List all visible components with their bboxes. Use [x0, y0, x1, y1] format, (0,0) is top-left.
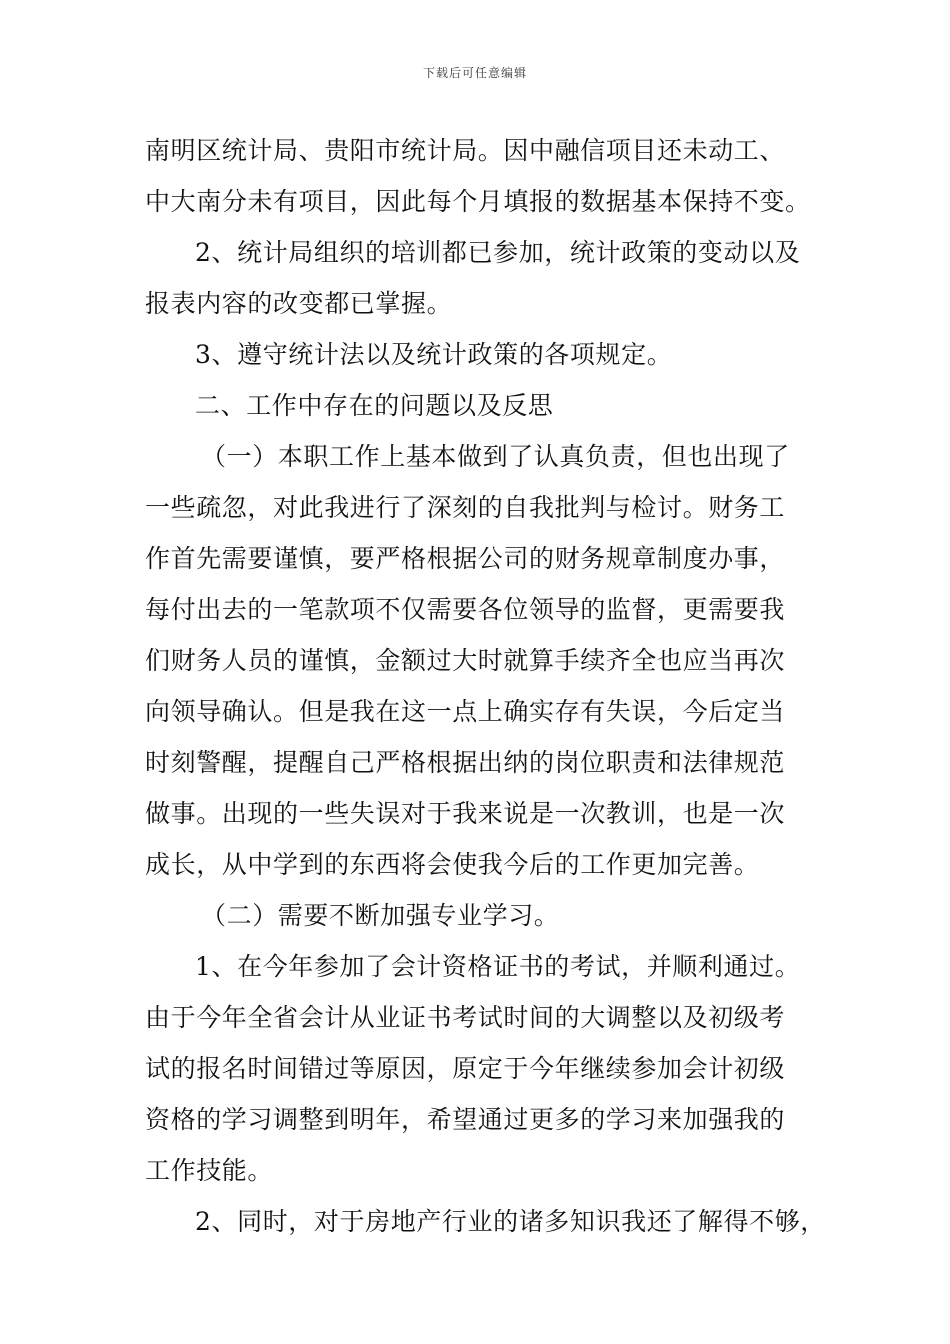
text-line: 成长，从中学到的东西将会使我今后的工作更加完善。: [145, 850, 760, 879]
text-line: 一些疏忽，对此我进行了深刻的自我批判与检讨。财务工: [145, 493, 786, 522]
text-line: 报表内容的改变都已掌握。: [145, 289, 453, 318]
text-line: 做事。出现的一些失误对于我来说是一次教训，也是一次: [145, 799, 786, 828]
text-line: 每付出去的一笔款项不仅需要各位领导的监督，更需要我: [145, 595, 786, 624]
text-line: 工作技能。: [145, 1156, 274, 1185]
text-line: （二）需要不断加强专业学习。: [201, 901, 560, 930]
page-header: 下载后可任意编辑: [422, 66, 527, 80]
text-line: 3、遵守统计法以及统计政策的各项规定。: [195, 340, 673, 369]
text-line: 二、工作中存在的问题以及反思: [195, 391, 554, 420]
text-line: 时刻警醒，提醒自己严格根据出纳的岗位职责和法律规范: [145, 748, 786, 777]
text-line: 作首先需要谨慎，要严格根据公司的财务规章制度办事，: [145, 544, 786, 573]
text-line: 试的报名时间错过等原因，原定于今年继续参加会计初级: [145, 1054, 786, 1083]
document-body: [145, 125, 835, 1247]
text-line: 1、在今年参加了会计资格证书的考试，并顺利通过。: [195, 952, 801, 981]
text-line: （一）本职工作上基本做到了认真负责，但也出现了: [201, 442, 790, 471]
text-line: 资格的学习调整到明年，希望通过更多的学习来加强我的: [145, 1105, 786, 1134]
text-line: 2、同时，对于房地产行业的诸多知识我还了解得不够，: [195, 1207, 826, 1236]
text-line: 向领导确认。但是我在这一点上确实存有失误，今后定当: [145, 697, 786, 726]
text-line: 中大南分未有项目，因此每个月填报的数据基本保持不变。: [145, 187, 811, 216]
text-line: 们财务人员的谨慎，金额过大时就算手续齐全也应当再次: [145, 646, 786, 675]
text-line: 2、统计局组织的培训都已参加，统计政策的变动以及: [195, 238, 801, 267]
text-line: 由于今年全省会计从业证书考试时间的大调整以及初级考: [145, 1003, 786, 1032]
text-line: 南明区统计局、贵阳市统计局。因中融信项目还未动工、: [145, 136, 786, 165]
